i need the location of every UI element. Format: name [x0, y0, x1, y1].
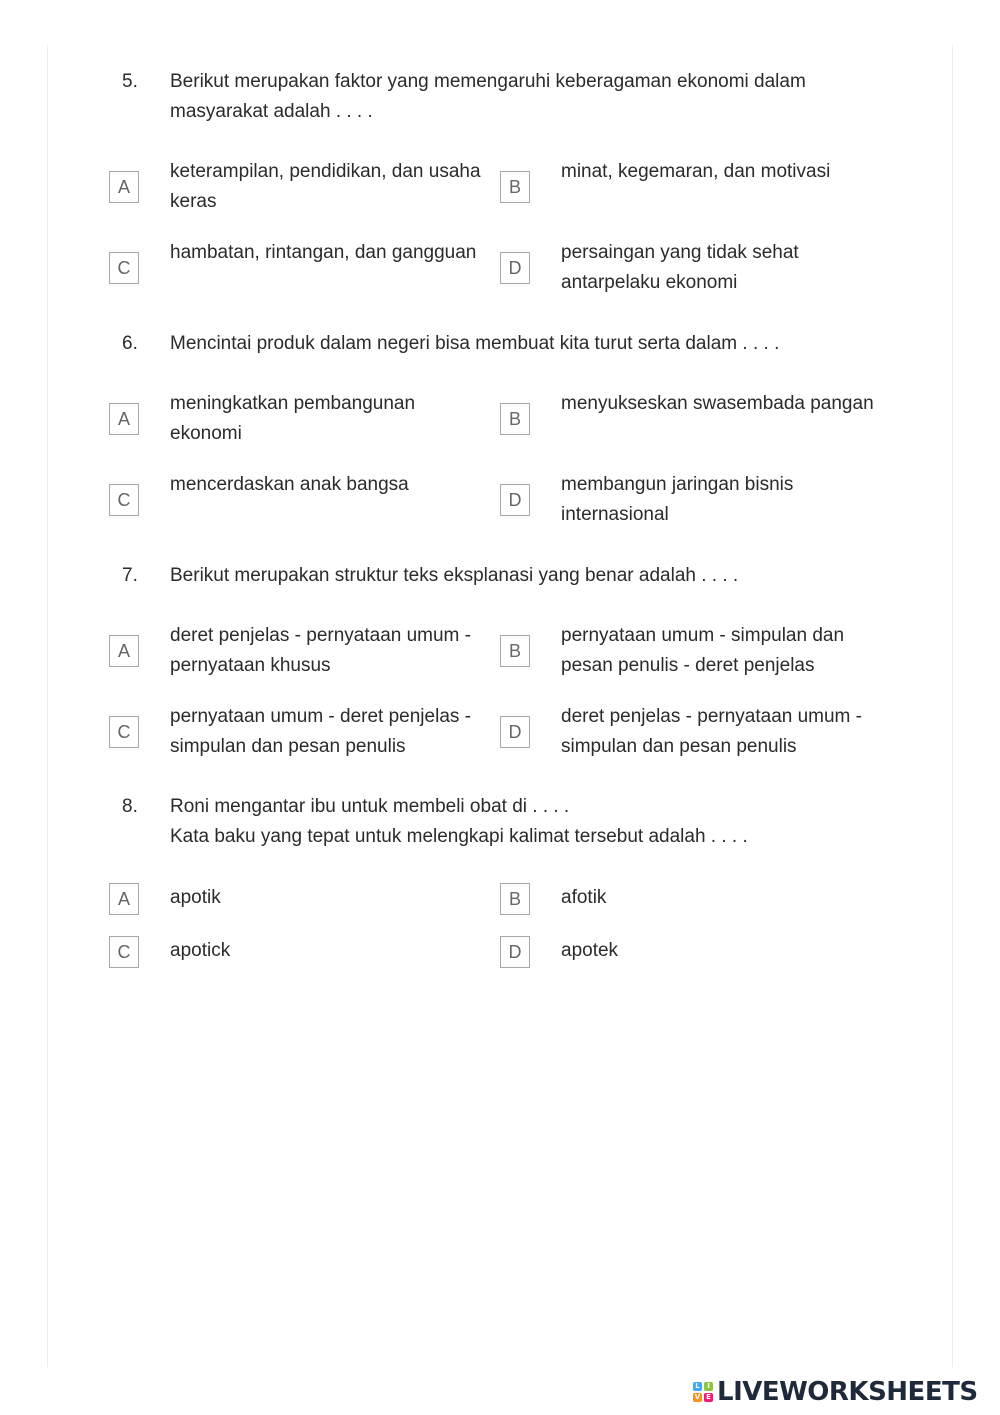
q5-option-d-line-1: persaingan yang tidak sehat	[561, 242, 799, 263]
question-8-line-1: Roni mengantar ibu untuk membeli obat di . . . .	[170, 796, 570, 817]
q6-option-a-line-2: ekonomi	[170, 423, 242, 444]
logo-mark-l: L	[693, 1382, 702, 1391]
q7-option-b-line-1: pernyataan umum - simpulan dan	[561, 625, 845, 646]
question-6-number: 6.	[122, 333, 138, 354]
q5-option-d-line-2: antarpelaku ekonomi	[561, 272, 738, 293]
q6-option-d-line-2: internasional	[561, 504, 669, 525]
q7-option-b-line-2: pesan penulis - deret penjelas	[561, 655, 815, 676]
q6-option-c-text[interactable]	[170, 470, 500, 500]
q7-option-c-box[interactable]: C	[109, 716, 139, 748]
q6-option-d-line-1: membangun jaringan bisnis	[561, 474, 794, 495]
q7-option-a-text[interactable]	[170, 621, 500, 681]
q6-option-c-line-1: mencerdaskan anak bangsa	[170, 474, 409, 495]
question-8-number: 8.	[122, 796, 138, 817]
question-5-line-1: Berikut merupakan faktor yang memengaruhi keberagaman ekonomi dalam	[170, 71, 806, 92]
q6-option-a-text[interactable]	[170, 389, 500, 449]
question-6-line-1: Mencintai produk dalam negeri bisa membuat kita turut serta dalam . . . .	[170, 333, 780, 354]
question-8-text	[170, 792, 870, 852]
q8-option-d-box[interactable]: D	[500, 936, 530, 968]
q7-option-a-line-1: deret penjelas - pernyataan umum -	[170, 625, 471, 646]
q8-option-a-text[interactable]	[170, 883, 500, 913]
q7-option-d-line-1: deret penjelas - pernyataan umum -	[561, 706, 862, 727]
q5-option-b-line-1: minat, kegemaran, dan motivasi	[561, 161, 831, 182]
q6-option-b-box[interactable]: B	[500, 403, 530, 435]
q8-option-c-box[interactable]: C	[109, 936, 139, 968]
q6-option-b-line-1: menyukseskan swasembada pangan	[561, 393, 874, 414]
q8-option-b-line-1: afotik	[561, 887, 607, 908]
q7-option-d-box[interactable]: D	[500, 716, 530, 748]
logo-mark-icon	[693, 1382, 713, 1402]
q5-option-b-text[interactable]	[561, 157, 901, 187]
q6-option-a-line-1: meningkatkan pembangunan	[170, 393, 416, 414]
q8-option-d-line-1: apotek	[561, 940, 619, 961]
q5-option-a-text[interactable]	[170, 157, 500, 217]
question-6-text	[170, 329, 870, 359]
page-border-right	[952, 45, 953, 1367]
q7-option-c-line-1: pernyataan umum - deret penjelas -	[170, 706, 471, 727]
q8-option-b-box[interactable]: B	[500, 883, 530, 915]
q6-option-b-text[interactable]	[561, 389, 901, 419]
logo-mark-i: I	[704, 1382, 713, 1391]
q8-option-a-line-1: apotik	[170, 887, 221, 908]
question-5-text	[170, 67, 870, 127]
q8-option-a-box[interactable]: A	[109, 883, 139, 915]
question-7-number: 7.	[122, 565, 138, 586]
logo-mark-e: E	[704, 1393, 713, 1402]
q7-option-d-text[interactable]	[561, 702, 901, 762]
q5-option-c-line-1: hambatan, rintangan, dan gangguan	[170, 242, 477, 263]
liveworksheets-logo[interactable]	[693, 1375, 978, 1409]
q6-option-d-text[interactable]	[561, 470, 901, 530]
logo-mark-v: V	[694, 1393, 701, 1401]
q8-option-b-text[interactable]	[561, 883, 901, 913]
q8-option-c-text[interactable]	[170, 936, 500, 966]
q5-option-a-box[interactable]: A	[109, 171, 139, 203]
q5-option-d-box[interactable]: D	[500, 252, 530, 284]
q5-option-d-text[interactable]	[561, 238, 901, 298]
q5-option-a-line-1: keterampilan, pendidikan, dan usaha	[170, 161, 481, 182]
q8-option-d-text[interactable]	[561, 936, 901, 966]
q7-option-d-line-2: simpulan dan pesan penulis	[561, 736, 797, 757]
q7-option-a-line-2: pernyataan khusus	[170, 655, 331, 676]
q7-option-c-line-2: simpulan dan pesan penulis	[170, 736, 406, 757]
q7-option-a-box[interactable]: A	[109, 635, 139, 667]
question-8-line-2: Kata baku yang tepat untuk melengkapi kalimat tersebut adalah . . . .	[170, 826, 748, 847]
q6-option-a-box[interactable]: A	[109, 403, 139, 435]
q7-option-b-text[interactable]	[561, 621, 901, 681]
q5-option-a-line-2: keras	[170, 191, 217, 212]
q6-option-c-box[interactable]: C	[109, 484, 139, 516]
q5-option-c-box[interactable]: C	[109, 252, 139, 284]
q5-option-c-text[interactable]	[170, 238, 500, 268]
q7-option-b-box[interactable]: B	[500, 635, 530, 667]
q6-option-d-box[interactable]: D	[500, 484, 530, 516]
question-7-line-1: Berikut merupakan struktur teks eksplanasi yang benar adalah . . . .	[170, 565, 739, 586]
question-5-line-2: masyarakat adalah . . . .	[170, 101, 373, 122]
page-border-left	[47, 45, 48, 1367]
q5-option-b-box[interactable]: B	[500, 171, 530, 203]
q8-option-c-line-1: apotick	[170, 940, 231, 961]
logo-text: LIVEWORKSHEETS	[717, 1377, 978, 1407]
question-5-number: 5.	[122, 71, 138, 92]
question-7-text	[170, 561, 870, 591]
q7-option-c-text[interactable]	[170, 702, 500, 762]
